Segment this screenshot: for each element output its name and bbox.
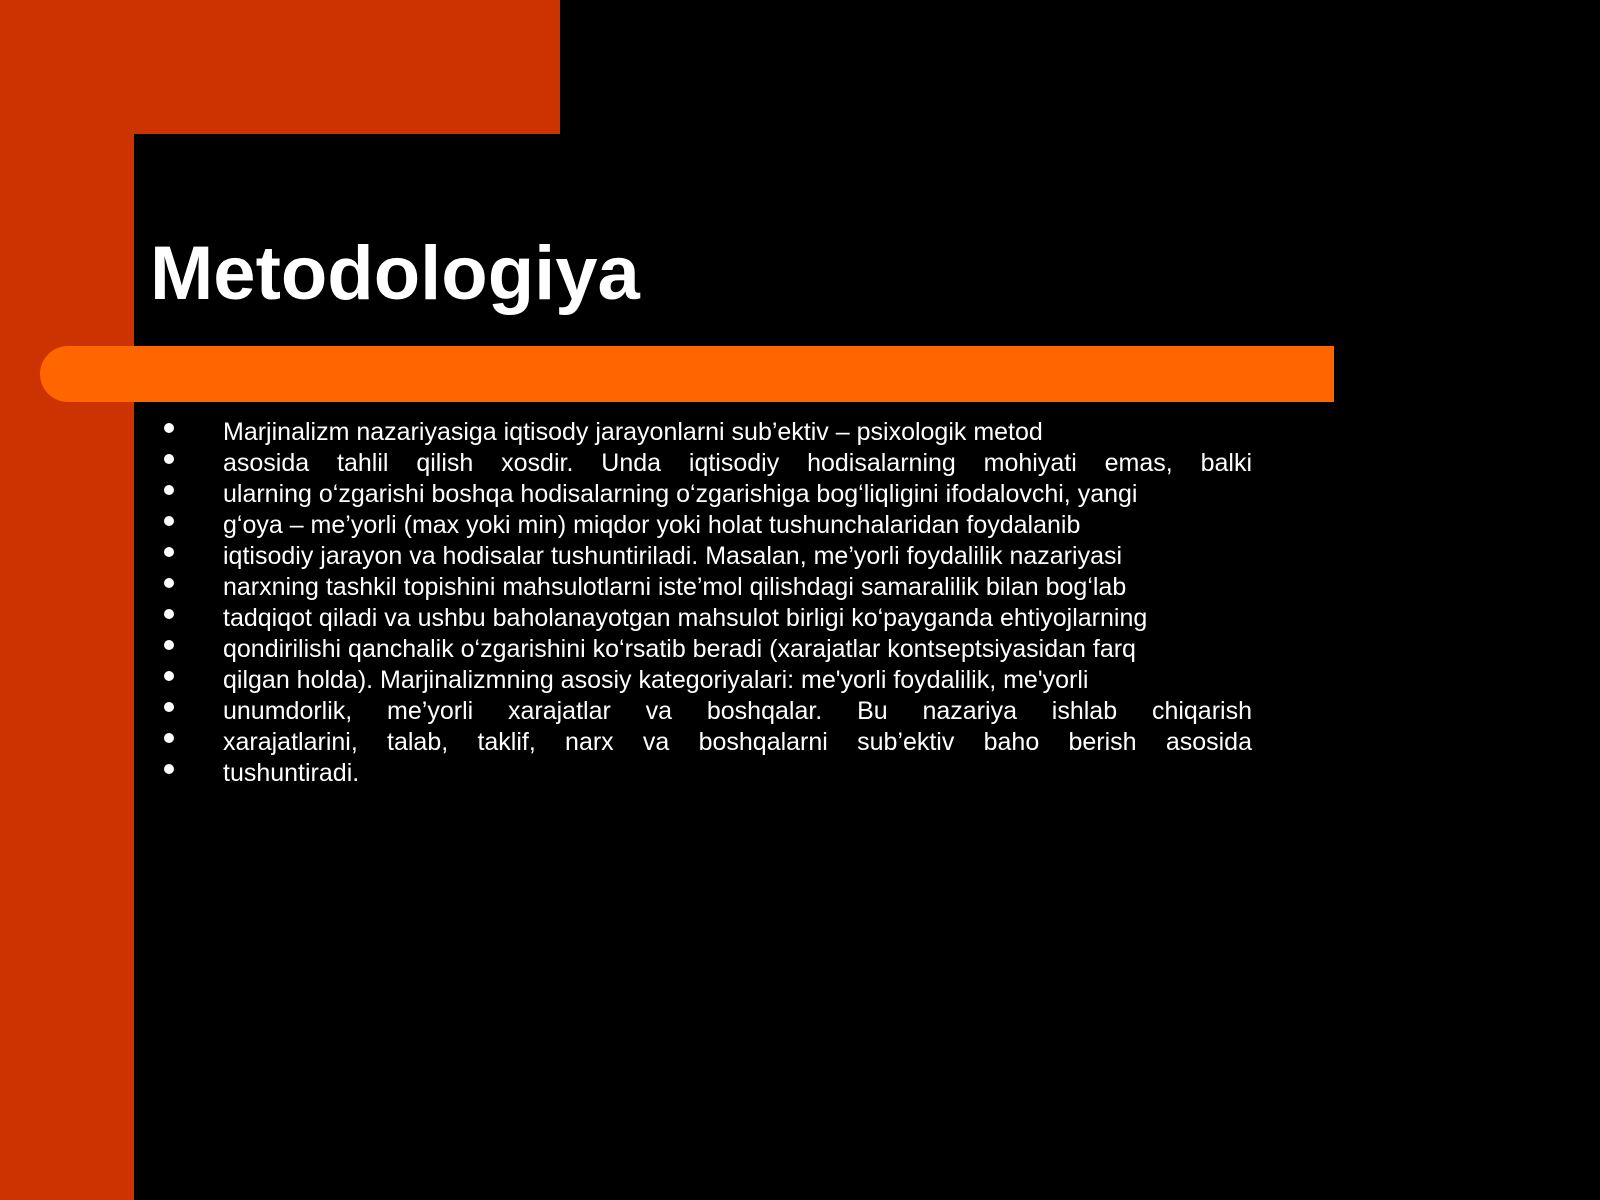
title-accent-bar — [40, 346, 1334, 402]
bullet-dot-icon — [164, 733, 174, 743]
bullet-dot-icon — [164, 454, 174, 464]
bullet-text: qondirilishi qanchalik o‘zgarishini ko‘rsatib beradi (xarajatlar kontseptsiyasidan farq — [223, 635, 1136, 663]
list-item — [162, 603, 1252, 634]
list-item — [162, 510, 1252, 541]
list-item — [162, 448, 1252, 479]
list-item — [162, 479, 1252, 510]
slide-title: Metodologiya — [150, 231, 640, 316]
list-item — [162, 417, 1252, 448]
bullet-text: iqtisodiy jarayon va hodisalar tushuntiriladi. Masalan, me’yorli foydalilik nazariyasi — [223, 542, 1123, 570]
list-item — [162, 572, 1252, 603]
list-item — [162, 696, 1252, 727]
bullet-text: narxning tashkil topishini mahsulotlarni iste’mol qilishdagi samaralilik bilan bog‘lab — [223, 573, 1127, 601]
bullet-text: ularning o‘zgarishi boshqa hodisalarning o‘zgarishiga bog‘liqligini ifodalovchi, yangi — [223, 480, 1138, 508]
left-decorative-band — [0, 0, 134, 1200]
bullet-list — [162, 417, 1252, 789]
bullet-dot-icon — [164, 764, 174, 774]
bullet-text: tushuntiradi. — [223, 759, 360, 787]
list-item — [162, 541, 1252, 572]
bullet-dot-icon — [164, 640, 174, 650]
bullet-dot-icon — [164, 516, 174, 526]
top-decorative-band — [0, 0, 560, 134]
bullet-text: g‘oya – me’yorli (max yoki min) miqdor yoki holat tushunchalaridan foydalanib — [223, 511, 1081, 539]
bullet-dot-icon — [164, 702, 174, 712]
bullet-dot-icon — [164, 671, 174, 681]
bullet-text: qilgan holda). Marjinalizmning asosiy kategoriyalari: me'yorli foydalilik, me'yorli — [223, 666, 1089, 694]
bullet-dot-icon — [164, 423, 174, 433]
bullet-dot-icon — [164, 609, 174, 619]
list-item — [162, 665, 1252, 696]
list-item — [162, 758, 1252, 789]
bullet-text: asosida tahlil qilish xosdir. Unda iqtisodiy hodisalarning mohiyati emas, balki — [223, 449, 1252, 477]
bullet-dot-icon — [164, 578, 174, 588]
bullet-dot-icon — [164, 547, 174, 557]
bullet-text: xarajatlarini, talab, taklif, narx va boshqalarni sub’ektiv baho berish asosida — [223, 728, 1252, 756]
list-item — [162, 727, 1252, 758]
list-item — [162, 634, 1252, 665]
bullet-text: tadqiqot qiladi va ushbu baholanayotgan mahsulot birligi ko‘payganda ehtiyojlarning — [223, 604, 1148, 632]
bullet-text: unumdorlik, me’yorli xarajatlar va boshqalar. Bu nazariya ishlab chiqarish — [223, 697, 1252, 725]
bullet-text: Marjinalizm nazariyasiga iqtisody jarayonlarni sub’ektiv – psixologik metod — [223, 418, 1043, 446]
bullet-dot-icon — [164, 485, 174, 495]
